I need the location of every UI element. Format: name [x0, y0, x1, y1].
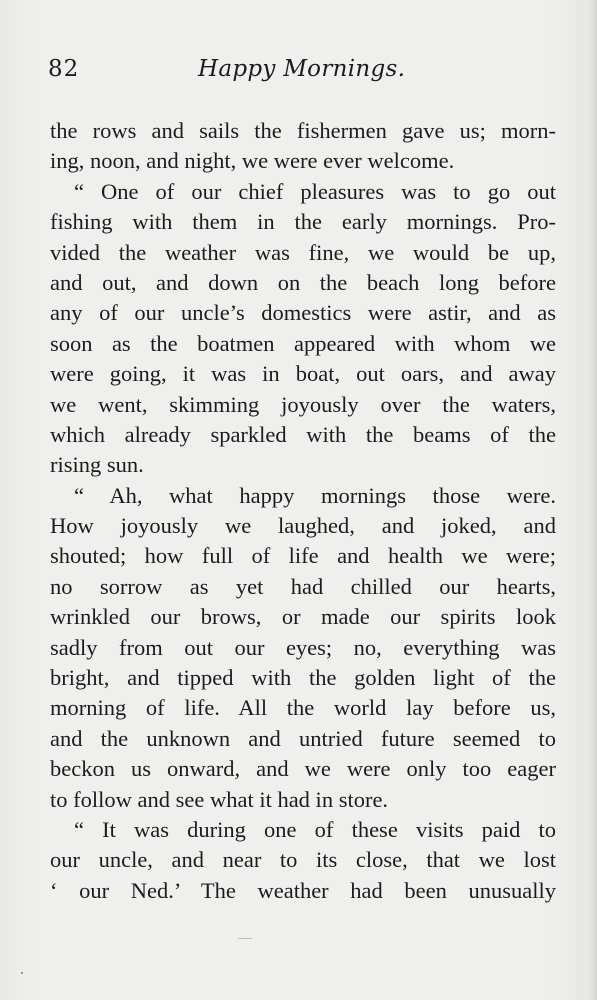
text-line: the rows and sails the fishermen gave us; morn- [50, 118, 556, 143]
text-line: morning of life. All the world lay before us, [50, 695, 556, 721]
text-line: ing, noon, and night, we were ever welcome. [50, 148, 455, 174]
text-line: vided the weather was fine, we would be up, [50, 239, 556, 265]
text-line: to follow and see what it had in store. [50, 786, 389, 812]
text-line: soon as the boatmen appeared with whom we [50, 330, 556, 356]
text-line: any of our uncle’s domestics were astir, and as [50, 300, 556, 326]
text-line: rising sun. [50, 452, 144, 478]
text-line: shouted; how full of life and health we were; [50, 543, 556, 569]
page-number: 82 [48, 56, 80, 82]
text-line: our uncle, and near to its close, that we lost [50, 847, 556, 873]
paragraph-first-line: “ It was during one of these visits paid to [74, 816, 556, 842]
paragraph-first-line: “ Ah, what happy mornings those were. [74, 482, 556, 508]
page-edge-shadow [589, 0, 597, 1000]
text-line: fishing with them in the early mornings. Pro- [50, 209, 556, 235]
paper-speck [238, 938, 252, 939]
text-line: ‘ our Ned.’ The weather had been unusually [50, 877, 556, 903]
page-header [48, 56, 558, 90]
paragraph-first-line: “ One of our chief pleasures was to go out [74, 178, 556, 204]
text-line: no sorrow as yet had chilled our hearts, [50, 573, 556, 599]
text-line: and out, and down on the beach long before [50, 269, 556, 295]
text-line: were going, it was in boat, out oars, and away [50, 361, 556, 387]
text-line: wrinkled our brows, or made our spirits look [50, 604, 556, 630]
text-line: beckon us onward, and we were only too eager [50, 756, 556, 782]
text-line: we went, skimming joyously over the waters, [50, 391, 556, 417]
text-line: How joyously we laughed, and joked, and [50, 513, 556, 539]
text-line: bright, and tipped with the golden light of the [50, 665, 556, 691]
text-line: sadly from out our eyes; no, everything was [50, 634, 556, 660]
text-line: which already sparkled with the beams of the [50, 421, 556, 447]
running-title: Happy Mornings. [198, 56, 406, 82]
body-text [50, 116, 556, 906]
paper-speck [21, 972, 23, 974]
text-line: and the unknown and untried future seemed to [50, 725, 556, 751]
